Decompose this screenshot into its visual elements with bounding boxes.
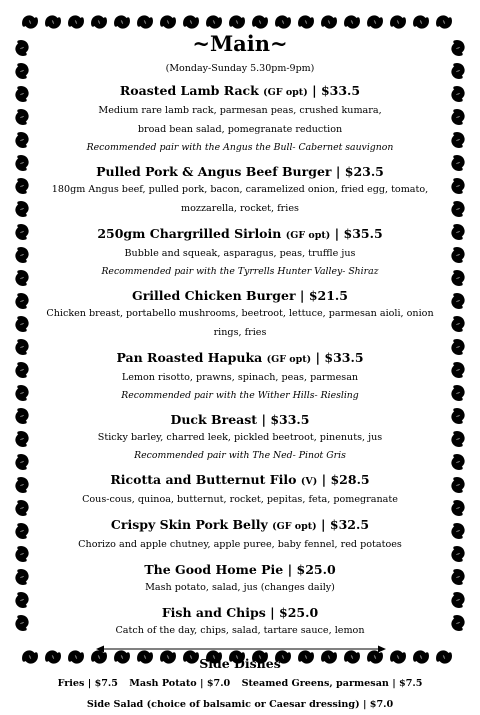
menu-item [46, 163, 434, 218]
menu-item-description: Cous-cous, quinoa, butternut, rocket, pepitas, feta, pomegranate [82, 494, 398, 505]
wine-pairing: Recommended pair with The Ned- Pinot Gris [134, 450, 346, 461]
menu-item-description: Lemon risotto, prawns, spinach, peas, parmesan [121, 372, 359, 383]
menu-item-price: | $32.5 [321, 517, 370, 532]
scroll-ornament [392, 17, 405, 27]
menu-item-heading [46, 287, 434, 304]
menu-item-heading [46, 82, 434, 101]
menu-item-heading [46, 604, 434, 621]
scroll-ornament [17, 249, 27, 262]
side-steamed-greens: Steamed Greens, parmesan | $7.5 [241, 678, 423, 689]
menu-item-heading [46, 349, 434, 368]
menu-item [46, 411, 434, 464]
scroll-ornament [17, 272, 27, 285]
scroll-ornament [17, 111, 27, 124]
scroll-ornament [453, 410, 463, 423]
menu-item-heading [46, 471, 434, 490]
scroll-ornament [453, 594, 463, 607]
scroll-ornament [254, 17, 267, 27]
scroll-ornament [17, 548, 27, 561]
menu-item-name: Fish and Chips [161, 605, 266, 620]
scroll-ornament [162, 17, 175, 27]
scroll-ornament [17, 318, 27, 331]
scroll-ornament [24, 17, 37, 27]
wine-pairing: Recommended pair with the Wither Hills- Riesling [121, 390, 359, 401]
menu-item [46, 82, 434, 156]
scroll-ornament [453, 456, 463, 469]
scroll-ornament [438, 652, 451, 662]
service-hours: (Monday-Sunday 5.30pm-9pm) [165, 63, 315, 74]
menu-items-list [46, 82, 434, 640]
scroll-ornament [139, 17, 152, 27]
scroll-ornament [277, 17, 290, 27]
double-arrow-icon [96, 644, 386, 654]
dietary-option: (GF opt) [272, 521, 317, 532]
wine-pairing: Recommended pair with the Angus the Bull- Cabernet sauvignon [86, 142, 394, 153]
menu-item-price: | $33.5 [261, 412, 310, 427]
menu-item-description: broad bean salad, pomegranate reduction [137, 124, 343, 135]
menu-item [46, 604, 434, 640]
scroll-ornament [453, 387, 463, 400]
menu-item-description: 180gm Angus beef, pulled pork, bacon, caramelized onion, fried egg, tomato, [51, 184, 429, 195]
scroll-ornament [116, 17, 129, 27]
menu-item-name: Crispy Skin Pork Belly [110, 517, 268, 532]
menu-item [46, 561, 434, 597]
scroll-ornament [93, 17, 106, 27]
scroll-ornament [17, 456, 27, 469]
scroll-ornament [323, 17, 336, 27]
scroll-ornament [453, 548, 463, 561]
menu-item [46, 349, 434, 404]
menu-item-name: Pulled Pork & Angus Beef Burger [96, 164, 332, 179]
scroll-ornament [17, 571, 27, 584]
menu-item-description: Bubble and squeak, asparagus, peas, truffle jus [124, 248, 356, 259]
scroll-ornament [185, 17, 198, 27]
scroll-ornament [17, 88, 27, 101]
dietary-option: (GF opt) [285, 230, 331, 241]
menu-item [46, 471, 434, 509]
scroll-ornament [17, 502, 27, 515]
menu-item-name: Grilled Chicken Burger [132, 288, 296, 303]
scroll-ornament [346, 17, 359, 27]
scroll-ornament [17, 617, 27, 630]
menu-item-heading [46, 225, 434, 244]
menu-item-name: Ricotta and Butternut Filo [110, 472, 297, 487]
scroll-ornament [70, 17, 83, 27]
scroll-ornament [453, 180, 463, 193]
menu-item-name: Duck Breast [170, 412, 258, 427]
dietary-option: (V) [300, 476, 318, 487]
scroll-ornament [415, 17, 428, 27]
menu-content [46, 32, 434, 715]
dietary-option: (GF opt) [263, 87, 308, 98]
scroll-ornament [47, 17, 60, 27]
menu-item-description: mozzarella, rocket, fries [181, 203, 299, 214]
scroll-ornament [17, 433, 27, 446]
scroll-ornament [231, 17, 244, 27]
menu-item-price: | $25.0 [270, 605, 319, 620]
scroll-ornament [438, 17, 451, 27]
scroll-ornament [369, 17, 382, 27]
scroll-ornament [17, 180, 27, 193]
scroll-ornament [453, 364, 463, 377]
side-fries: Fries | $7.5 [57, 678, 118, 689]
scroll-ornament [17, 387, 27, 400]
scroll-ornament [24, 652, 37, 662]
menu-item-price: | $35.5 [334, 226, 383, 241]
scroll-ornament [17, 410, 27, 423]
scroll-ornament [453, 42, 463, 55]
scroll-ornament [453, 272, 463, 285]
menu-item-price: | $21.5 [299, 288, 348, 303]
scroll-ornament [453, 249, 463, 262]
menu-item [46, 516, 434, 554]
scroll-ornament [453, 226, 463, 239]
wine-pairing: Recommended pair with the Tyrrells Hunter Valley- Shiraz [101, 266, 379, 277]
menu-item-heading [46, 163, 434, 180]
dietary-option: (GF opt) [266, 354, 312, 365]
menu-item-description: Chorizo and apple chutney, apple puree, baby fennel, red potatoes [78, 539, 402, 550]
scroll-ornament [453, 617, 463, 630]
scroll-ornament [17, 479, 27, 492]
menu-item-description: Catch of the day, chips, salad, tartare sauce, lemon [115, 625, 365, 636]
scroll-ornament [453, 525, 463, 538]
side-dishes-line-1 [46, 673, 434, 694]
scroll-ornament [453, 157, 463, 170]
menu-title: ~Main~ [192, 31, 288, 56]
side-mash-potato: Mash Potato | $7.0 [129, 678, 231, 689]
scroll-ornament [453, 479, 463, 492]
scroll-ornament [17, 157, 27, 170]
menu-item-price: | $28.5 [321, 472, 370, 487]
scroll-ornament [17, 42, 27, 55]
menu-item-heading [46, 561, 434, 578]
scroll-ornament [17, 203, 27, 216]
menu-item-price: | $33.5 [312, 83, 361, 98]
scroll-ornament [453, 295, 463, 308]
side-dishes-line-2: Side Salad (choice of balsamic or Caesar dressing) | $7.0 [86, 699, 394, 710]
scroll-ornament [453, 341, 463, 354]
scroll-ornament [17, 295, 27, 308]
scroll-ornament [453, 433, 463, 446]
scroll-ornament [17, 134, 27, 147]
scroll-ornament [17, 226, 27, 239]
scroll-ornament [453, 502, 463, 515]
scroll-ornament [453, 88, 463, 101]
side-dishes-title: Side Dishes [199, 656, 281, 671]
scroll-ornament [17, 525, 27, 538]
scroll-ornament [208, 17, 221, 27]
scroll-ornament [453, 318, 463, 331]
scroll-ornament [453, 134, 463, 147]
menu-item-name: Pan Roasted Hapuka [116, 350, 263, 365]
menu-item-description: Medium rare lamb rack, parmesan peas, crushed kumara, [98, 105, 382, 116]
menu-item [46, 225, 434, 280]
menu-item-price: | $25.0 [287, 562, 336, 577]
menu-item [46, 287, 434, 342]
menu-item-description: Chicken breast, portabello mushrooms, beetroot, lettuce, parmesan aioli, onion rings, fries [46, 308, 434, 338]
scroll-ornament [17, 65, 27, 78]
menu-item-price: | $23.5 [335, 164, 384, 179]
menu-item-name: Roasted Lamb Rack [119, 83, 259, 98]
menu-item-price: | $33.5 [315, 350, 364, 365]
scroll-ornament [453, 571, 463, 584]
menu-item-description: Mash potato, salad, jus (changes daily) [145, 582, 335, 593]
scroll-ornament [300, 17, 313, 27]
menu-item-heading [46, 516, 434, 535]
scroll-ornament [17, 594, 27, 607]
scroll-ornament [453, 203, 463, 216]
menu-item-name: 250gm Chargrilled Sirloin [97, 226, 282, 241]
divider-arrow [46, 644, 434, 654]
scroll-ornament [453, 65, 463, 78]
menu-item-heading [46, 411, 434, 428]
scroll-ornament [453, 111, 463, 124]
menu-item-description: Sticky barley, charred leek, pickled beetroot, pinenuts, jus [97, 432, 383, 443]
scroll-ornament [17, 364, 27, 377]
menu-item-name: The Good Home Pie [144, 562, 284, 577]
scroll-ornament [17, 341, 27, 354]
